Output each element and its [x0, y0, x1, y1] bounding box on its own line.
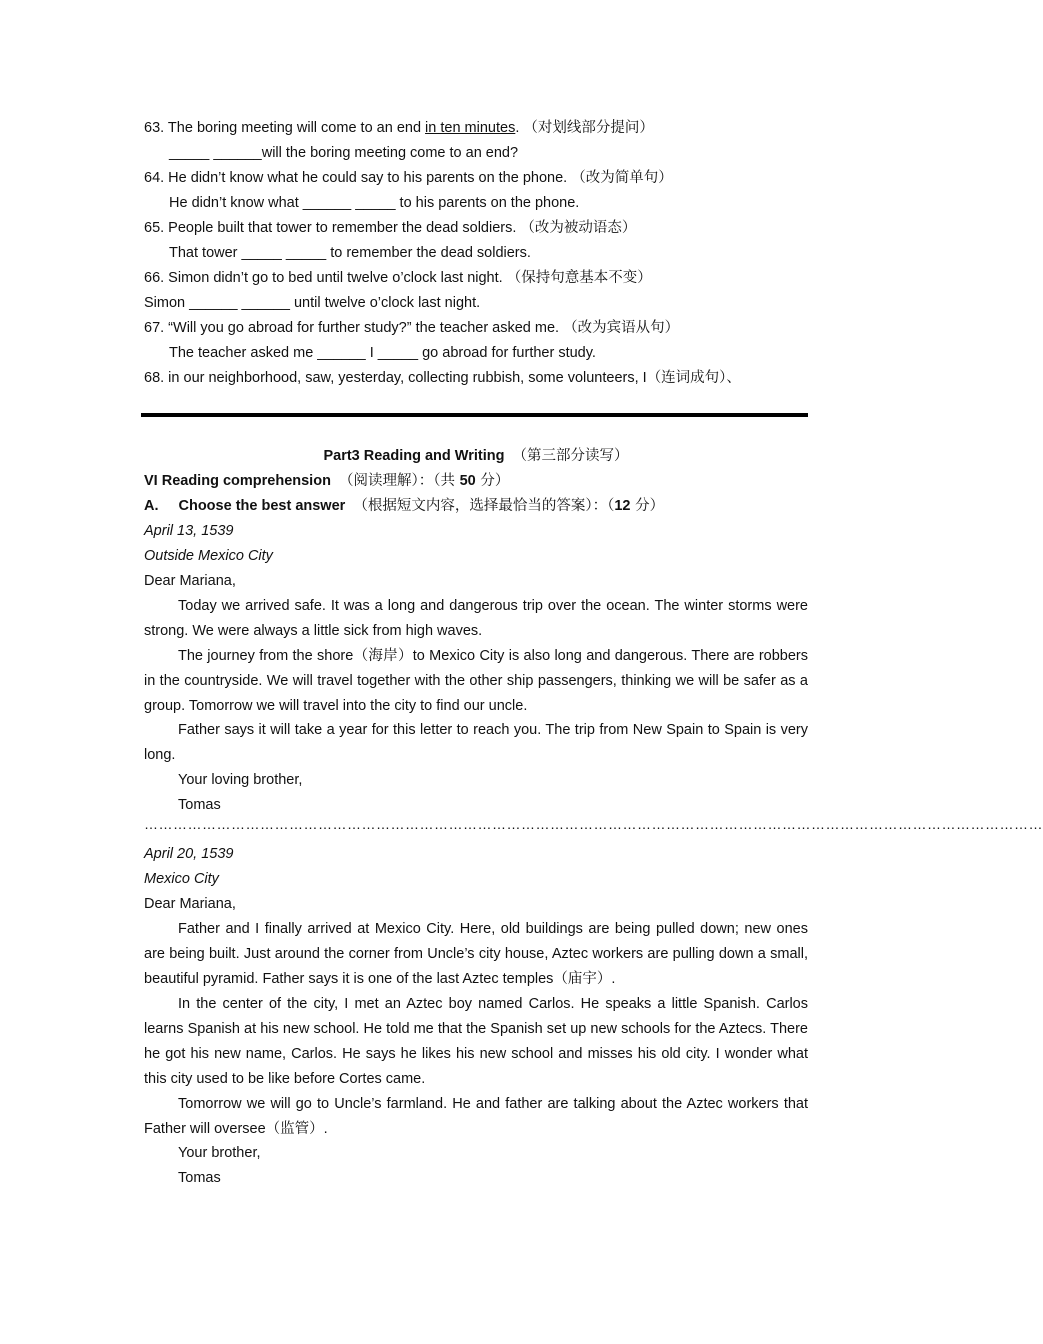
letter1-date: April 13, 1539 [144, 523, 234, 539]
section-vi-heading: VI Reading comprehension （阅读理解）：（共 50 分） [144, 473, 510, 489]
letter2-signature: Tomas [178, 1170, 221, 1186]
section-a-heading: A. Choose the best answer （根据短文内容，选择最恰当的答案）：（12 分） [144, 498, 665, 514]
underlined-phrase: in ten minutes [425, 120, 516, 136]
instruction: （连词成句）、 [646, 370, 741, 386]
instruction: （对划线部分提问） [523, 120, 654, 136]
letter2-place: Mexico City [144, 871, 219, 887]
letter1-greeting: Dear Mariana, [144, 573, 236, 589]
answer-67: The teacher asked me ______ I _____ go abroad for further study. [169, 345, 596, 361]
exercise-66: 66. Simon didn’t go to bed until twelve o’clock last night. （保持句意基本不变） [144, 270, 652, 286]
section-divider [141, 413, 808, 417]
letter2-paragraph-3: Tomorrow we will go to Uncle’s farmland. He and father are talking about the Aztec workers that Father will oversee（监管）. [144, 1096, 808, 1137]
letter2-paragraph-2: In the center of the city, I met an Aztec boy named Carlos. He speaks a little Spanish. Carlos learns Spanish at his new school. He told me that the Spanish set up new schools for the Aztecs. There he got his new name, Carlos. He says he likes his new school and misses his old city. I wonder what this city used to be like before Cortes came. [144, 996, 808, 1087]
exercise-65: 65. People built that tower to remember the dead soldiers. （改为被动语态） [144, 220, 637, 236]
exercise-64: 64. He didn’t know what he could say to his parents on the phone. （改为简单句） [144, 170, 673, 186]
letter2-greeting: Dear Mariana, [144, 896, 236, 912]
letter2-paragraph-1: Father and I finally arrived at Mexico City. Here, old buildings are being pulled down; new ones are being built. Just around the corner from Uncle’s city house, Aztec workers are pulling down a small, beautiful pyramid. Father says it is one of the last Aztec temples（庙宇）. [144, 921, 808, 987]
instruction: （改为简单句） [571, 170, 673, 186]
letter1-signature: Tomas [178, 797, 221, 813]
part3-heading: Part3 Reading and Writing （第三部分读写） [323, 448, 629, 464]
exercise-63: 63. The boring meeting will come to an end in ten minutes. （对划线部分提问） [144, 120, 654, 136]
dotted-separator: …………………………………………………………………………………………………………………………………………………………………… [144, 816, 1043, 832]
letter2-date: April 20, 1539 [144, 846, 234, 862]
answer-63: _____ ______will the boring meeting come to an end? [169, 145, 519, 161]
letter1-place: Outside Mexico City [144, 548, 273, 564]
answer-65: That tower _____ _____ to remember the dead soldiers. [169, 245, 531, 261]
letter2-closing: Your brother, [178, 1145, 261, 1161]
letter1-paragraph-2: The journey from the shore（海岸）to Mexico City is also long and dangerous. There are robbers in the countryside. We will travel together with the other ship passengers, thinking we will be safer as a group. Tomorrow we will travel into the city to find our uncle. [144, 648, 808, 714]
answer-66: Simon ______ ______ until twelve o’clock last night. [144, 295, 481, 311]
exercise-68: 68. in our neighborhood, saw, yesterday, collecting rubbish, some volunteers, I（连词成句）、 [144, 370, 741, 386]
instruction: （改为被动语态） [520, 220, 637, 236]
exercise-67: 67. “Will you go abroad for further study?” the teacher asked me. （改为宾语从句） [144, 320, 680, 336]
letter1-paragraph-1: Today we arrived safe. It was a long and dangerous trip over the ocean. The winter storms were strong. We were always a little sick from high waves. [144, 598, 808, 639]
letter1-closing: Your loving brother, [178, 772, 303, 788]
answer-64: He didn’t know what ______ _____ to his parents on the phone. [169, 195, 580, 211]
instruction: （保持句意基本不变） [506, 270, 652, 286]
instruction: （改为宾语从句） [563, 320, 680, 336]
letter1-paragraph-3: Father says it will take a year for this letter to reach you. The trip from New Spain to Spain is very long. [144, 722, 808, 763]
